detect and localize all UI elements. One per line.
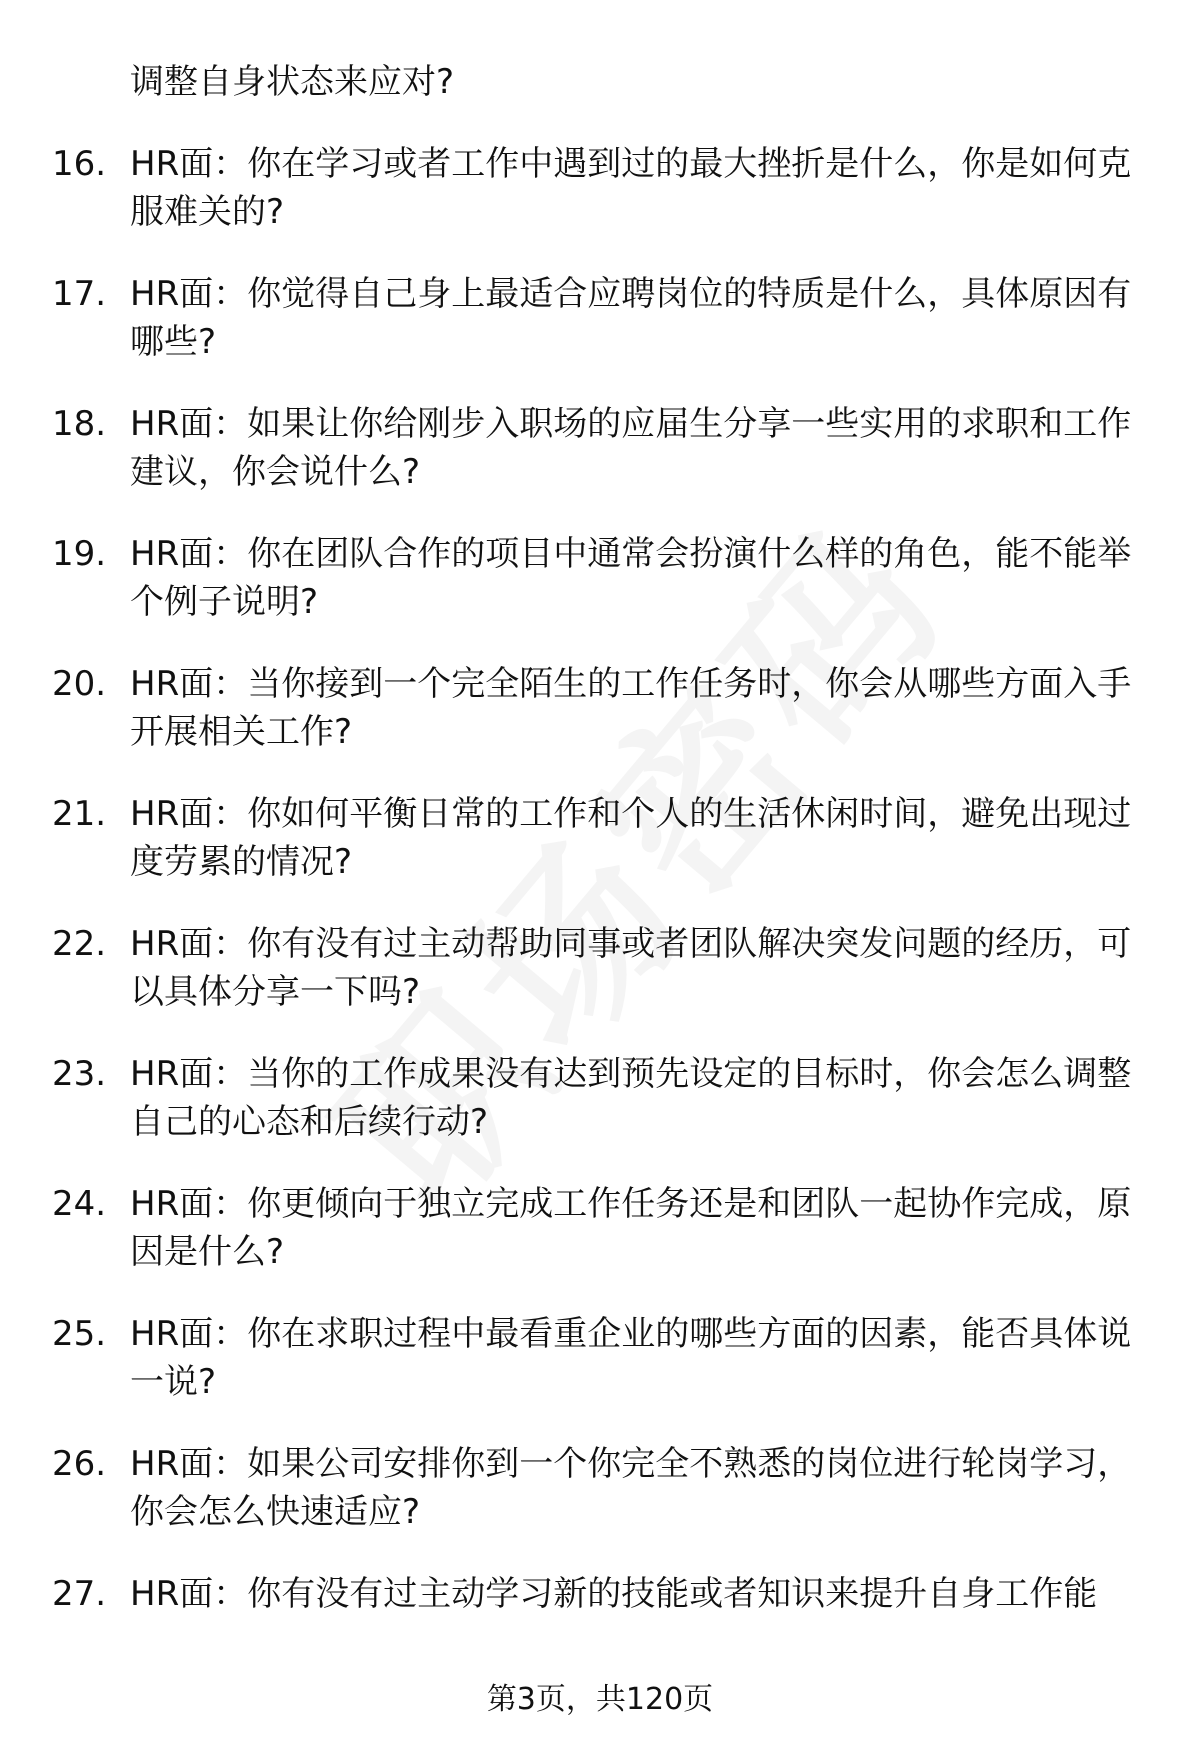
- item-number: 20.: [52, 664, 107, 704]
- item-number: 22.: [52, 924, 107, 964]
- list-item: [0, 790, 1200, 886]
- question-list: [0, 140, 1200, 1700]
- list-item: [0, 660, 1200, 756]
- item-number: 25.: [52, 1314, 107, 1354]
- list-item: [0, 530, 1200, 626]
- list-item: [0, 400, 1200, 496]
- page-number-footer: 第3页，共120页: [486, 1682, 714, 1717]
- list-item: [0, 920, 1200, 1016]
- item-text: HR面：你有没有过主动学习新的技能或者知识来提升自身工作能: [130, 1574, 1098, 1614]
- item-number: 16.: [52, 144, 107, 184]
- item-text: HR面：如果公司安排你到一个你完全不熟悉的岗位进行轮岗学习，你会怎么快速适应?: [130, 1444, 1132, 1532]
- continued-question-text: 调整自身状态来应对?: [130, 62, 455, 102]
- list-item: [0, 1180, 1200, 1276]
- item-number: 17.: [52, 274, 107, 314]
- item-number: 24.: [52, 1184, 107, 1224]
- item-text: HR面：你更倾向于独立完成工作任务还是和团队一起协作完成，原因是什么?: [130, 1184, 1132, 1272]
- list-item: [0, 1050, 1200, 1146]
- list-item: [0, 1570, 1200, 1666]
- item-text: HR面：当你接到一个完全陌生的工作任务时，你会从哪些方面入手开展相关工作?: [130, 664, 1132, 752]
- item-text: HR面：你有没有过主动帮助同事或者团队解决突发问题的经历，可以具体分享一下吗?: [130, 924, 1132, 1012]
- item-text: HR面：你觉得自己身上最适合应聘岗位的特质是什么，具体原因有哪些?: [130, 274, 1132, 362]
- item-text: HR面：你在团队合作的项目中通常会扮演什么样的角色，能不能举个例子说明?: [130, 534, 1132, 622]
- item-number: 27.: [52, 1574, 107, 1614]
- list-item: [0, 270, 1200, 366]
- item-text: HR面：你在学习或者工作中遇到过的最大挫折是什么，你是如何克服难关的?: [130, 144, 1132, 232]
- item-text: HR面：你如何平衡日常的工作和个人的生活休闲时间，避免出现过度劳累的情况?: [130, 794, 1132, 882]
- list-item: [0, 1310, 1200, 1406]
- item-number: 19.: [52, 534, 107, 574]
- list-item: [0, 140, 1200, 236]
- item-text: HR面：当你的工作成果没有达到预先设定的目标时，你会怎么调整自己的心态和后续行动?: [130, 1054, 1132, 1142]
- item-text: HR面：如果让你给刚步入职场的应届生分享一些实用的求职和工作建议，你会说什么?: [130, 404, 1132, 492]
- item-number: 18.: [52, 404, 107, 444]
- item-number: 23.: [52, 1054, 107, 1094]
- item-text: HR面：你在求职过程中最看重企业的哪些方面的因素，能否具体说一说?: [130, 1314, 1132, 1402]
- list-item: [0, 1440, 1200, 1536]
- item-number: 26.: [52, 1444, 107, 1484]
- item-number: 21.: [52, 794, 107, 834]
